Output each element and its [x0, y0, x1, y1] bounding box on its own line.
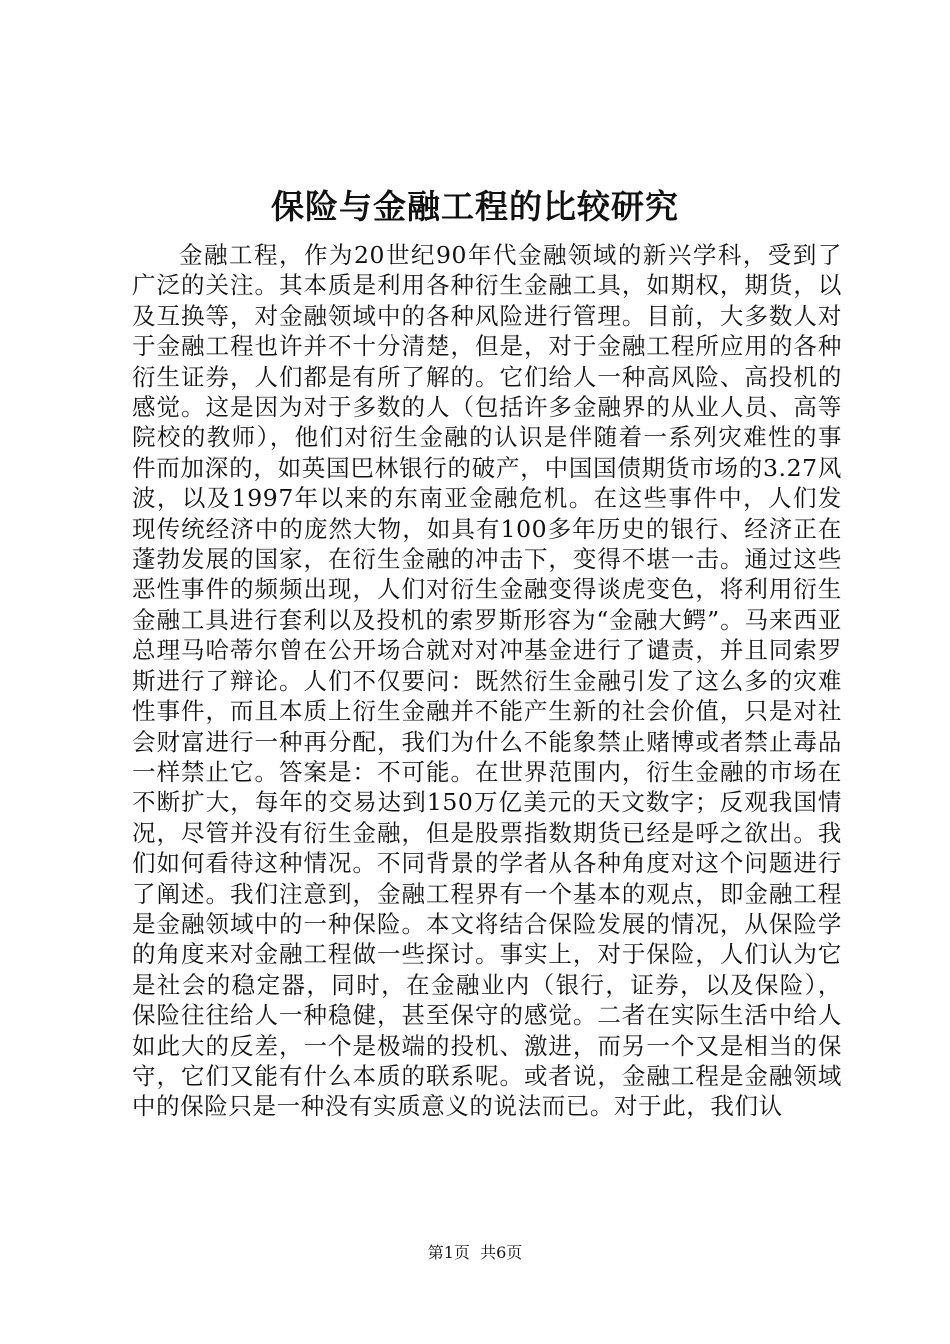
page-number: 第1页: [427, 1243, 470, 1262]
page-total: 共6页: [480, 1243, 523, 1262]
page-footer: [0, 1243, 950, 1263]
page-title: 保险与金融工程的比较研究: [271, 187, 679, 226]
body-paragraph: 金融工程，作为20世纪90年代金融领域的新兴学科，受到了广泛的关注。其本质是利用各种衍生金融工具，如期权，期货，以及互换等，对金融领域中的各种风险进行管理。目前，大多数人对于金融工程也许并不十分清楚，但是，对于金融工程所应用的各种衍生证券，人们都是有所了解的。它们给人一种高风险、高投机的感觉。这是因为对于多数的人（包括许多金融界的从业人员、高等院校的教师），他们对衍生金融的认识是伴随着一系列灾难性的事件而加深的，如英国巴林银行的破产，中国国债期货市场的3.27风波，以及1997年以来的东南亚金融危机。在这些事件中，人们发现传统经济中的庞然大物，如具有100多年历史的银行、经济正在蓬勃发展的国家，在衍生金融的冲击下，变得不堪一击。通过这些恶性事件的频频出现，人们对衍生金融变得谈虎变色，将利用衍生金融工具进行套利以及投机的索罗斯形容为“金融大鳄”。马来西亚总理马哈蒂尔曾在公开场合就对对冲基金进行了谴责，并且同索罗斯进行了辩论。人们不仅要问：既然衍生金融引发了这么多的灾难性事件，而且本质上衍生金融并不能产生新的社会价值，只是对社会财富进行一种再分配，我们为什么不能象禁止赌博或者禁止毒品一样禁止它。答案是：不可能。在世界范围内，衍生金融的市场在不断扩大，每年的交易达到150万亿美元的天文数字；反观我国情况，尽管并没有衍生金融，但是股票指数期货已经是呼之欲出。我们如何看待这种情况。不同背景的学者从各种角度对这个问题进行了阐述。我们注意到，金融工程界有一个基本的观点，即金融工程是金融领域中的一种保险。本文将结合保险发展的情况，从保险学的角度来对金融工程做一些探讨。事实上，对于保险，人们认为它是社会的稳定器，同时，在金融业内（银行，证券，以及保险），保险往往给人一种稳健，甚至保守的感觉。二者在实际生活中给人如此大的反差，一个是极端的投机、激进，而另一个又是相当的保守，它们又能有什么本质的联系呢。或者说，金融工程是金融领域中的保险只是一种没有实质意义的说法而已。对于此，我们认: [132, 241, 842, 1121]
